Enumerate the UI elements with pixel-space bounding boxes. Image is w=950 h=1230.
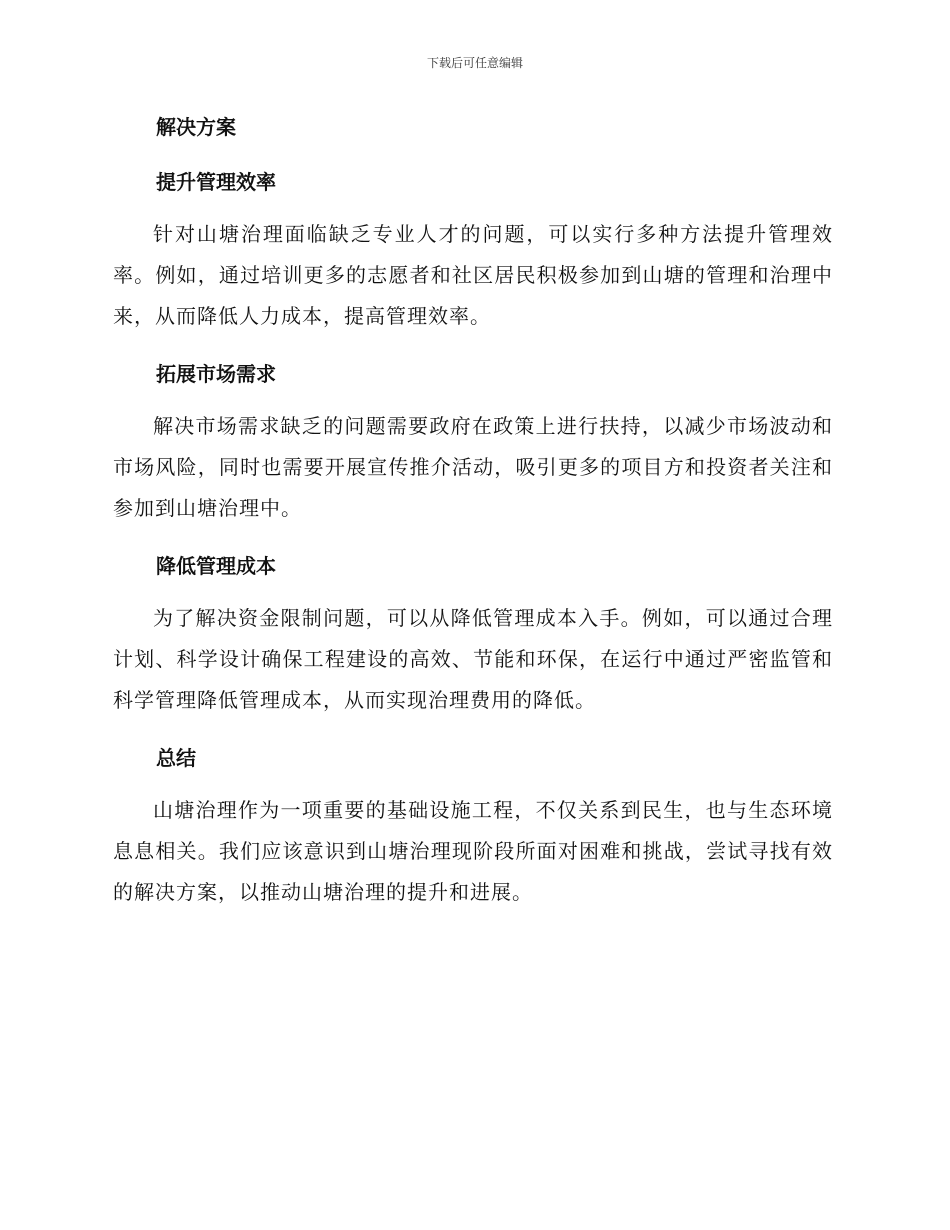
heading-improve-efficiency: 提升管理效率	[156, 170, 276, 194]
heading-solutions: 解决方案	[156, 115, 236, 139]
heading-reduce-cost: 降低管理成本	[156, 554, 276, 578]
paragraph-summary: 山塘治理作为一项重要的基础设施工程，不仅关系到民生，也与生态环境息息相关。我们应该意识到山塘治理现阶段所面对困难和挑战，尝试寻找有效的解决方案，以推动山塘治理的提升和进展。	[113, 798, 833, 904]
page-header-note: 下载后可任意编辑	[426, 56, 523, 70]
document-body	[113, 110, 833, 913]
heading-expand-market: 拓展市场需求	[156, 362, 276, 386]
paragraph-expand-market: 解决市场需求缺乏的问题需要政府在政策上进行扶持，以减少市场波动和市场风险，同时也需要开展宣传推介活动，吸引更多的项目方和投资者关注和参加到山塘治理中。	[113, 414, 833, 520]
paragraph-reduce-cost: 为了解决资金限制问题，可以从降低管理成本入手。例如，可以通过合理计划、科学设计确保工程建设的高效、节能和环保，在运行中通过严密监管和科学管理降低管理成本，从而实现治理费用的降低。	[113, 606, 833, 712]
heading-summary: 总结	[156, 746, 196, 770]
paragraph-improve-efficiency: 针对山塘治理面临缺乏专业人才的问题，可以实行多种方法提升管理效率。例如，通过培训更多的志愿者和社区居民积极参加到山塘的管理和治理中来，从而降低人力成本，提高管理效率。	[113, 222, 833, 328]
